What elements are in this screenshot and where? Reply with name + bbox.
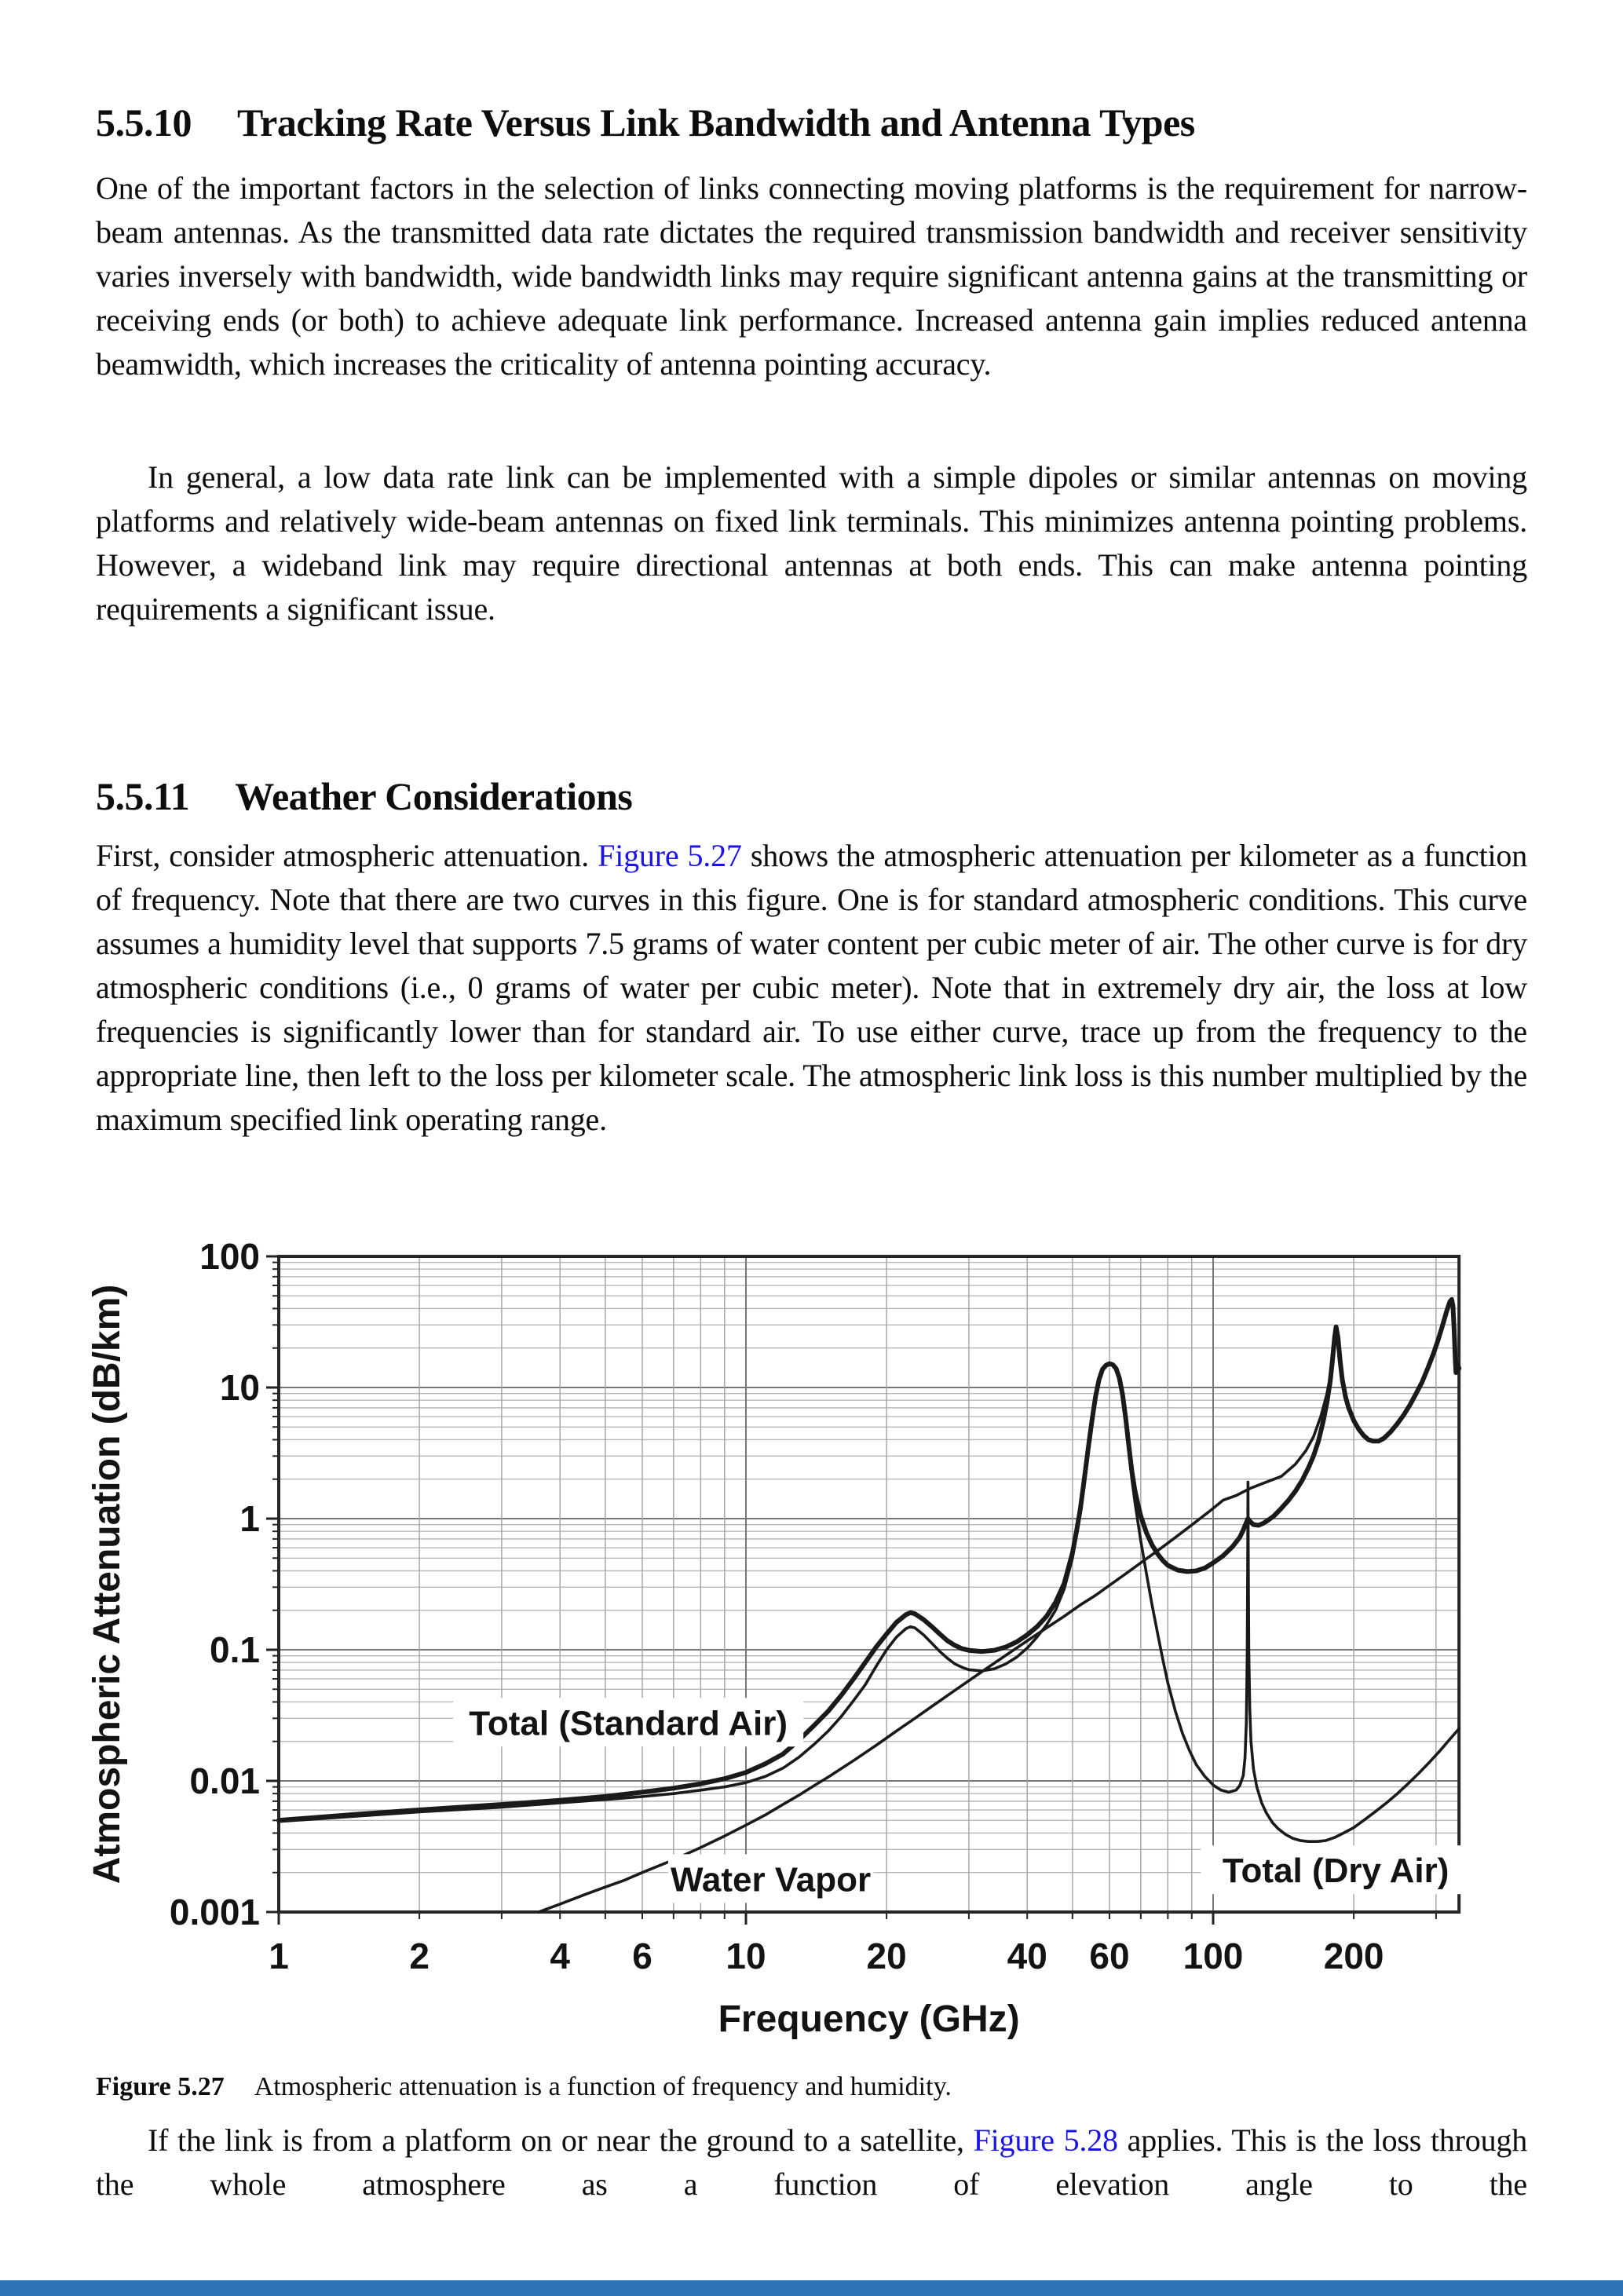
- figure-caption-label: Figure 5.27: [96, 2072, 225, 2101]
- y-tick-label: 1: [239, 1498, 260, 1539]
- figure-5-27-attenuation-chart: [0, 1225, 1623, 2057]
- x-tick-label: 100: [1183, 1936, 1244, 1976]
- paragraph-3: [96, 834, 1527, 1142]
- figure-caption-text: Atmospheric attenuation is a function of frequency and humidity.: [254, 2072, 952, 2101]
- axis-ticks: [266, 1256, 1436, 1925]
- plot-frame: [279, 1256, 1459, 1912]
- section-heading-5-5-10: [96, 101, 1527, 146]
- paragraph-3-text: shows the atmospheric attenuation per kilometer as a function of frequency. Note that there are two curves in this figure. One is for standard atmospheric conditions. This curve assumes a humidity level that supports 7.5 grams of water content per cubic meter of air. The other curve is for dry atmospheric conditions (i.e., 0 grams of water per cubic meter). Note that in extremely dry air, the loss at low frequencies is significantly lower than for standard air. To use either curve, trace up from the frequency to the appropriate line, then left to the loss per kilometer scale. The atmospheric link loss is this number multiplied by the maximum specified link operating range.: [96, 838, 1528, 1137]
- y-tick-label: 0.1: [210, 1629, 260, 1670]
- x-tick-label: 20: [866, 1936, 907, 1976]
- svg-text:Water Vapor: Water Vapor: [671, 1860, 872, 1899]
- section-heading-5-5-11: [96, 774, 1527, 820]
- curve-label: [453, 1698, 803, 1746]
- y-axis-title: Atmospheric Attenuation (dB/km): [86, 1284, 128, 1885]
- paragraph-2: In general, a low data rate link can be implemented with a simple dipoles or similar antennas on moving platforms and relatively wide-beam antennas on fixed link terminals. This minimizes antenna pointing problems. However, a wideband link may require directional antennas at both ends. This can make antenna pointing requirements a significant issue.: [96, 459, 1527, 627]
- x-tick-label: 1: [269, 1936, 289, 1976]
- curve-label: [1201, 1845, 1471, 1894]
- section-title: Tracking Rate Versus Link Bandwidth and Antenna Types: [237, 101, 1195, 144]
- section-number: 5.5.11: [96, 774, 190, 818]
- paragraph-4: [96, 2119, 1527, 2206]
- figure-5-28-link[interactable]: Figure 5.28: [973, 2122, 1118, 2158]
- figure-caption: [96, 2070, 1527, 2104]
- x-tick-label: 60: [1089, 1936, 1130, 1976]
- paragraph-1: One of the important factors in the selection of links connecting moving platforms is the requirement for narrow-beam antennas. As the transmitted data rate dictates the required transmission bandwidth and receiver sensitivity varies inversely with bandwidth, wide bandwidth links may require significant antenna gains at the transmitting or receiving ends (or both) to achieve adequate link performance. Increased antenna gain implies reduced antenna beamwidth, which increases the criticality of antenna pointing accuracy.: [96, 170, 1527, 382]
- svg-text:Total (Dry Air): Total (Dry Air): [1222, 1852, 1449, 1891]
- paragraph-3-text: First, consider atmospheric attenuation.: [96, 838, 598, 873]
- y-tick-label: 10: [219, 1367, 260, 1408]
- y-tick-label: 0.01: [189, 1760, 260, 1801]
- x-tick-label: 6: [632, 1936, 652, 1976]
- x-tick-label: 10: [726, 1936, 766, 1976]
- curve-total-dry-air-: [279, 1365, 1459, 1842]
- paragraph-4-text: If the link is from a platform on or near the ground to a satellite,: [148, 2122, 974, 2158]
- section-title: Weather Considerations: [235, 774, 633, 818]
- x-tick-label: 200: [1323, 1936, 1384, 1976]
- section-number: 5.5.10: [96, 101, 192, 144]
- x-tick-label: 2: [409, 1936, 430, 1976]
- x-tick-label: 40: [1007, 1936, 1047, 1976]
- svg-text:Total (Standard Air): Total (Standard Air): [469, 1704, 788, 1743]
- curve-label: [668, 1854, 874, 1903]
- bottom-bar: [0, 2280, 1623, 2296]
- chart-grid: [279, 1256, 1459, 1912]
- x-axis-title: Frequency (GHz): [718, 1998, 1020, 2040]
- figure-5-27-link[interactable]: Figure 5.27: [598, 838, 742, 873]
- x-tick-label: 4: [550, 1936, 571, 1976]
- paragraph-4-text: applies. This is the loss through the whole atmosphere as a function of elevation angle to the: [96, 2122, 1527, 2202]
- y-tick-label: 0.001: [169, 1892, 260, 1932]
- y-tick-label: 100: [199, 1236, 260, 1277]
